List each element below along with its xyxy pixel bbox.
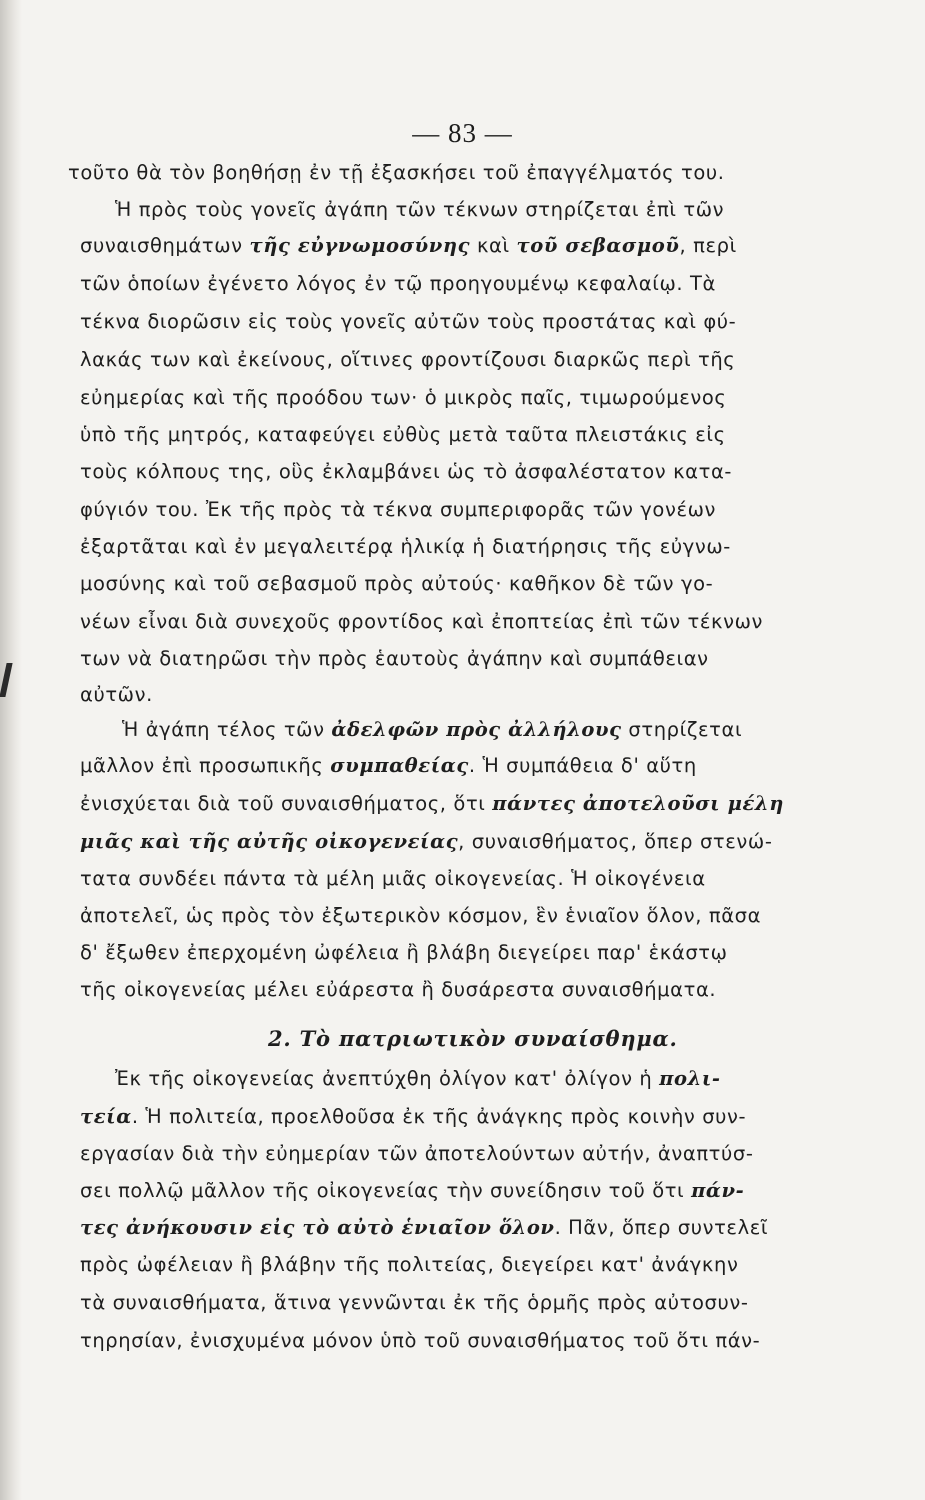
text-line: τὰ συναισθήματα, ἅτινα γεννῶνται ἐκ τῆς ὁρμῆς πρὸς αὐτοσυν- xyxy=(80,1291,749,1314)
section-heading: 2. Τὸ πατριωτικὸν συναίσθημα. xyxy=(268,1026,678,1051)
text-line: συναισθημάτων τῆς εὐγνωμοσύνης καὶ τοῦ σεβασμοῦ, περὶ xyxy=(80,234,737,257)
text-line: τες ἀνήκουσιν εἰς τὸ αὐτὸ ἑνιαῖον ὅλον. Πᾶν, ὅπερ συντελεῖ xyxy=(80,1216,769,1239)
text-line: Ἐκ τῆς οἰκογενείας ἀνεπτύχθη ὀλίγον κατ' ὀλίγον ἡ πολι- xyxy=(115,1067,721,1090)
text-line: εὐημερίας καὶ τῆς προόδου των· ὁ μικρὸς παῖς, τιμωρούμενος xyxy=(80,386,727,409)
text-line: σει πολλῷ μᾶλλον τῆς οἰκογενείας τὴν συνείδησιν τοῦ ὅτι πάν- xyxy=(80,1179,745,1202)
text-line: ἐνισχύεται διὰ τοῦ συναισθήματος, ὅτι πάντες ἀποτελοῦσι μέλη xyxy=(80,792,784,815)
text-line: πρὸς ὠφέλειαν ἢ βλάβην τῆς πολιτείας, διεγείρει κατ' ἀνάγκην xyxy=(80,1253,739,1276)
text-line: ἀποτελεῖ, ὡς πρὸς τὸν ἐξωτερικὸν κόσμον, ἓν ἑνιαῖον ὅλον, πᾶσα xyxy=(80,904,762,927)
text-line: Ἡ πρὸς τοὺς γονεῖς ἀγάπη τῶν τέκνων στηρίζεται ἐπὶ τῶν xyxy=(115,198,725,221)
text-line: μοσύνης καὶ τοῦ σεβασμοῦ πρὸς αὐτούς· καθῆκον δὲ τῶν γο- xyxy=(80,572,714,595)
text-line: τῆς οἰκογενείας μέλει εὐάρεστα ἢ δυσάρεστα συναισθήματα. xyxy=(80,978,717,1001)
text-line: τέκνα διορῶσιν εἰς τοὺς γονεῖς αὐτῶν τοὺς προστάτας καὶ φύ- xyxy=(80,310,737,333)
text-line: εργασίαν διὰ τὴν εὐημερίαν τῶν ἀποτελούντων αὐτήν, ἀναπτύσ- xyxy=(80,1142,754,1165)
text-line: τοῦτο θὰ τὸν βοηθήσῃ ἐν τῇ ἐξασκήσει τοῦ ἐπαγγέλματός του. xyxy=(68,161,725,184)
text-line: τοὺς κόλπους της, οὓς ἐκλαμβάνει ὡς τὸ ἀσφαλέστατον κατα- xyxy=(80,460,733,483)
text-line: ἐξαρτᾶται καὶ ἐν μεγαλειτέρᾳ ἡλικίᾳ ἡ διατήρησις τῆς εὐγνω- xyxy=(80,535,731,558)
text-line: δ' ἔξωθεν ἐπερχομένη ὠφέλεια ἢ βλάβη διεγείρει παρ' ἑκάστῳ xyxy=(80,941,728,964)
text-line: τῶν ὁποίων ἐγένετο λόγος ἐν τῷ προηγουμένῳ κεφαλαίῳ. Τὰ xyxy=(80,272,716,295)
text-line: τηρησίαν, ἐνισχυμένα μόνον ὑπὸ τοῦ συναισθήματος τοῦ ὅτι πάν- xyxy=(80,1329,761,1352)
text-line: λακάς των καὶ ἐκείνους, οἵτινες φροντίζουσι διαρκῶς περὶ τῆς xyxy=(80,348,736,371)
text-line: των νὰ διατηρῶσι τὴν πρὸς ἑαυτοὺς ἀγάπην καὶ συμπάθειαν xyxy=(80,647,709,670)
text-line: Ἡ ἀγάπη τέλος τῶν ἀδελφῶν πρὸς ἀλλήλους στηρίζεται xyxy=(122,718,743,741)
text-line: τεία. Ἡ πολιτεία, προελθοῦσα ἐκ τῆς ἀνάγκης πρὸς κοινὴν συν- xyxy=(80,1105,747,1128)
text-line: μιᾶς καὶ τῆς αὐτῆς οἰκογενείας, συναισθήματος, ὅπερ στενώ- xyxy=(80,830,773,853)
page-edge-shadow xyxy=(0,0,22,1500)
text-line: φύγιόν του. Ἐκ τῆς πρὸς τὰ τέκνα συμπεριφορᾶς τῶν γονέων xyxy=(80,498,717,521)
text-line: μᾶλλον ἐπὶ προσωπικῆς συμπαθείας. Ἡ συμπάθεια δ' αὕτη xyxy=(80,754,697,777)
text-line: νέων εἶναι διὰ συνεχοῦς φροντίδος καὶ ἐποπτείας ἐπὶ τῶν τέκνων xyxy=(80,610,764,633)
page-number: — 83 — xyxy=(412,118,513,148)
text-line: τατα συνδέει πάντα τὰ μέλη μιᾶς οἰκογενείας. Ἡ οἰκογένεια xyxy=(80,867,706,890)
text-line: ὑπὸ τῆς μητρός, καταφεύγει εὐθὺς μετὰ ταῦτα πλειστάκις εἰς xyxy=(80,423,726,446)
text-line: αὐτῶν. xyxy=(80,683,153,706)
